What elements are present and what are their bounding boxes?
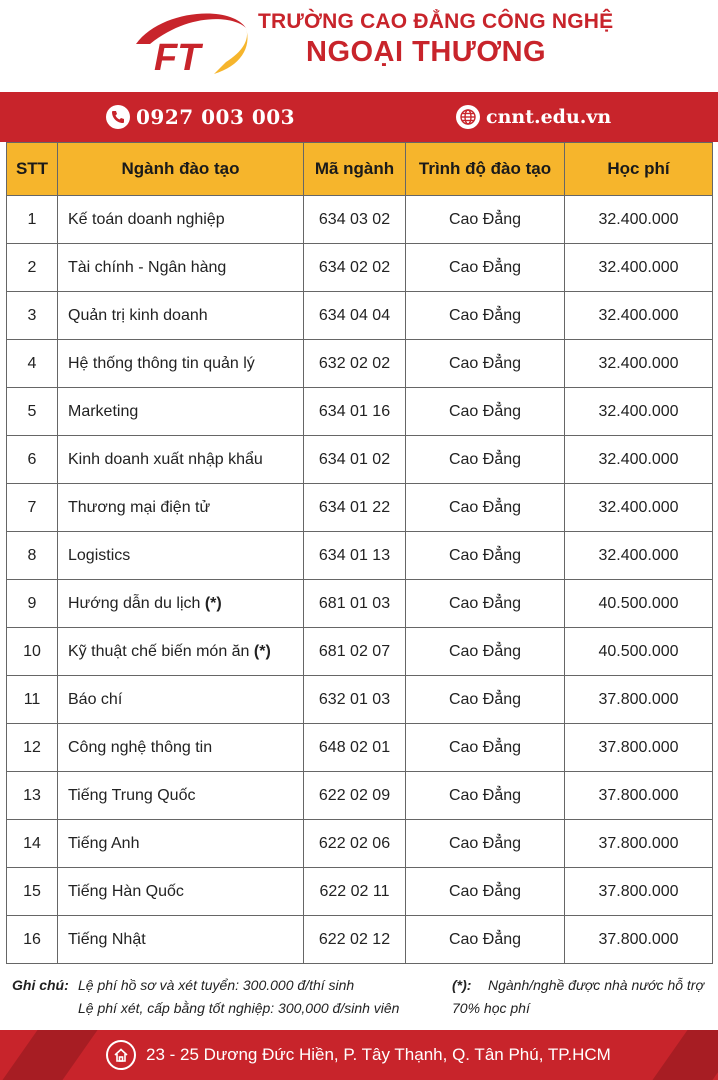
table-row: [7, 484, 713, 532]
table-row: [7, 436, 713, 484]
cell-level: Cao Đẳng: [406, 196, 565, 244]
website-url: cnnt.edu.vn: [486, 106, 612, 128]
table-row: [7, 868, 713, 916]
footer-address[interactable]: [106, 1030, 611, 1080]
cell-program: Hệ thống thông tin quản lý: [58, 340, 304, 388]
support-marker: (*): [204, 594, 222, 612]
cell-fee: 40.500.000: [565, 628, 713, 676]
school-logo: [130, 4, 252, 86]
cell-program: Logistics: [58, 532, 304, 580]
cell-program: Công nghệ thông tin: [58, 724, 304, 772]
table-row: [7, 916, 713, 964]
cell-program: Tiếng Nhật: [58, 916, 304, 964]
cell-fee: 32.400.000: [565, 196, 713, 244]
cell-level: Cao Đẳng: [406, 772, 565, 820]
cell-code: 681 02 07: [304, 628, 406, 676]
cell-fee: 32.400.000: [565, 484, 713, 532]
cell-fee: 37.800.000: [565, 772, 713, 820]
cell-stt: 11: [7, 676, 58, 724]
cell-code: 634 01 22: [304, 484, 406, 532]
table-row: [7, 724, 713, 772]
cell-program: Tiếng Trung Quốc: [58, 772, 304, 820]
contact-bar: [0, 92, 718, 142]
cell-code: 634 01 13: [304, 532, 406, 580]
cell-level: Cao Đẳng: [406, 580, 565, 628]
cell-stt: 12: [7, 724, 58, 772]
cell-code: 622 02 11: [304, 868, 406, 916]
tuition-table-wrap: [6, 142, 712, 964]
cell-program: Tiếng Hàn Quốc: [58, 868, 304, 916]
cell-level: Cao Đẳng: [406, 532, 565, 580]
cell-level: Cao Đẳng: [406, 724, 565, 772]
cell-program: Thương mại điện tử: [58, 484, 304, 532]
cell-code: 622 02 06: [304, 820, 406, 868]
cell-program: Marketing: [58, 388, 304, 436]
cell-code: 632 02 02: [304, 340, 406, 388]
school-name-line1: TRƯỜNG CAO ĐẲNG CÔNG NGHỆ: [258, 10, 614, 33]
phone-icon: [106, 105, 130, 129]
table-row: [7, 772, 713, 820]
table-header-row: [7, 143, 713, 196]
cell-level: Cao Đẳng: [406, 868, 565, 916]
header-code: Mã ngành: [304, 143, 406, 196]
notes-label: Ghi chú:: [12, 977, 69, 993]
cell-level: Cao Đẳng: [406, 484, 565, 532]
cell-stt: 15: [7, 868, 58, 916]
cell-stt: 2: [7, 244, 58, 292]
cell-code: 634 04 04: [304, 292, 406, 340]
cell-program: Kỹ thuật chế biến món ăn (*): [58, 628, 304, 676]
cell-fee: 40.500.000: [565, 580, 713, 628]
cell-fee: 37.800.000: [565, 868, 713, 916]
cell-level: Cao Đẳng: [406, 628, 565, 676]
cell-level: Cao Đẳng: [406, 244, 565, 292]
cell-fee: 32.400.000: [565, 340, 713, 388]
header-stt: STT: [7, 143, 58, 196]
cell-fee: 37.800.000: [565, 916, 713, 964]
cell-level: Cao Đẳng: [406, 820, 565, 868]
cell-stt: 16: [7, 916, 58, 964]
cell-stt: 13: [7, 772, 58, 820]
address-footer: [0, 1030, 718, 1080]
cell-level: Cao Đẳng: [406, 436, 565, 484]
cell-code: 634 01 02: [304, 436, 406, 484]
cell-stt: 7: [7, 484, 58, 532]
cell-level: Cao Đẳng: [406, 916, 565, 964]
cell-code: 634 03 02: [304, 196, 406, 244]
cell-level: Cao Đẳng: [406, 340, 565, 388]
phone-number: 0927 003 003: [136, 105, 296, 129]
cell-program: Quản trị kinh doanh: [58, 292, 304, 340]
globe-icon: [456, 105, 480, 129]
address-text: 23 - 25 Dương Đức Hiền, P. Tây Thạnh, Q. Tân Phú, TP.HCM: [146, 1045, 611, 1064]
support-marker: (*): [253, 642, 271, 660]
cell-fee: 37.800.000: [565, 676, 713, 724]
cell-code: 622 02 09: [304, 772, 406, 820]
cell-stt: 5: [7, 388, 58, 436]
cell-stt: 6: [7, 436, 58, 484]
header-level: Trình độ đào tạo: [406, 143, 565, 196]
cell-fee: 32.400.000: [565, 244, 713, 292]
page-header: [0, 0, 718, 92]
school-name-line2: NGOẠI THƯƠNG: [306, 36, 547, 68]
table-row: [7, 820, 713, 868]
table-row: [7, 676, 713, 724]
cell-level: Cao Đẳng: [406, 388, 565, 436]
cell-stt: 10: [7, 628, 58, 676]
contact-phone[interactable]: [106, 92, 295, 142]
support-note-line2: 70% học phí: [452, 1000, 530, 1016]
logo-text: FT: [154, 37, 201, 79]
cell-code: 622 02 12: [304, 916, 406, 964]
home-icon: [106, 1040, 136, 1070]
support-note-label: (*):: [452, 977, 472, 993]
cell-stt: 8: [7, 532, 58, 580]
header-program: Ngành đào tạo: [58, 143, 304, 196]
table-row: [7, 580, 713, 628]
cell-stt: 3: [7, 292, 58, 340]
cell-level: Cao Đẳng: [406, 292, 565, 340]
cell-program: Kế toán doanh nghiệp: [58, 196, 304, 244]
cell-program: Tài chính - Ngân hàng: [58, 244, 304, 292]
table-row: [7, 340, 713, 388]
notes-line1: Lệ phí hồ sơ và xét tuyển: 300.000 đ/thí sinh: [78, 977, 355, 993]
cell-stt: 14: [7, 820, 58, 868]
cell-fee: 32.400.000: [565, 532, 713, 580]
cell-fee: 32.400.000: [565, 292, 713, 340]
cell-code: 648 02 01: [304, 724, 406, 772]
contact-website[interactable]: [456, 92, 611, 142]
cell-code: 634 01 16: [304, 388, 406, 436]
cell-program: Tiếng Anh: [58, 820, 304, 868]
cell-code: 632 01 03: [304, 676, 406, 724]
cell-fee: 32.400.000: [565, 436, 713, 484]
cell-code: 634 02 02: [304, 244, 406, 292]
notes-line2: Lệ phí xét, cấp bằng tốt nghiệp: 300,000 đ/sinh viên: [78, 1000, 400, 1016]
cell-fee: 37.800.000: [565, 724, 713, 772]
cell-fee: 32.400.000: [565, 388, 713, 436]
cell-stt: 1: [7, 196, 58, 244]
cell-level: Cao Đẳng: [406, 676, 565, 724]
cell-program: Hướng dẫn du lịch (*): [58, 580, 304, 628]
header-fee: Học phí: [565, 143, 713, 196]
support-note-line1: Ngành/nghề được nhà nước hỗ trợ: [488, 977, 704, 993]
cell-program: Báo chí: [58, 676, 304, 724]
footer-stripe-left: [2, 1030, 97, 1080]
tuition-table: [6, 142, 713, 964]
footer-stripe-right: [652, 1030, 718, 1080]
cell-code: 681 01 03: [304, 580, 406, 628]
cell-stt: 9: [7, 580, 58, 628]
table-row: [7, 388, 713, 436]
table-row: [7, 292, 713, 340]
cell-program: Kinh doanh xuất nhập khẩu: [58, 436, 304, 484]
cell-stt: 4: [7, 340, 58, 388]
table-row: [7, 628, 713, 676]
table-row: [7, 196, 713, 244]
table-row: [7, 244, 713, 292]
table-row: [7, 532, 713, 580]
cell-fee: 37.800.000: [565, 820, 713, 868]
